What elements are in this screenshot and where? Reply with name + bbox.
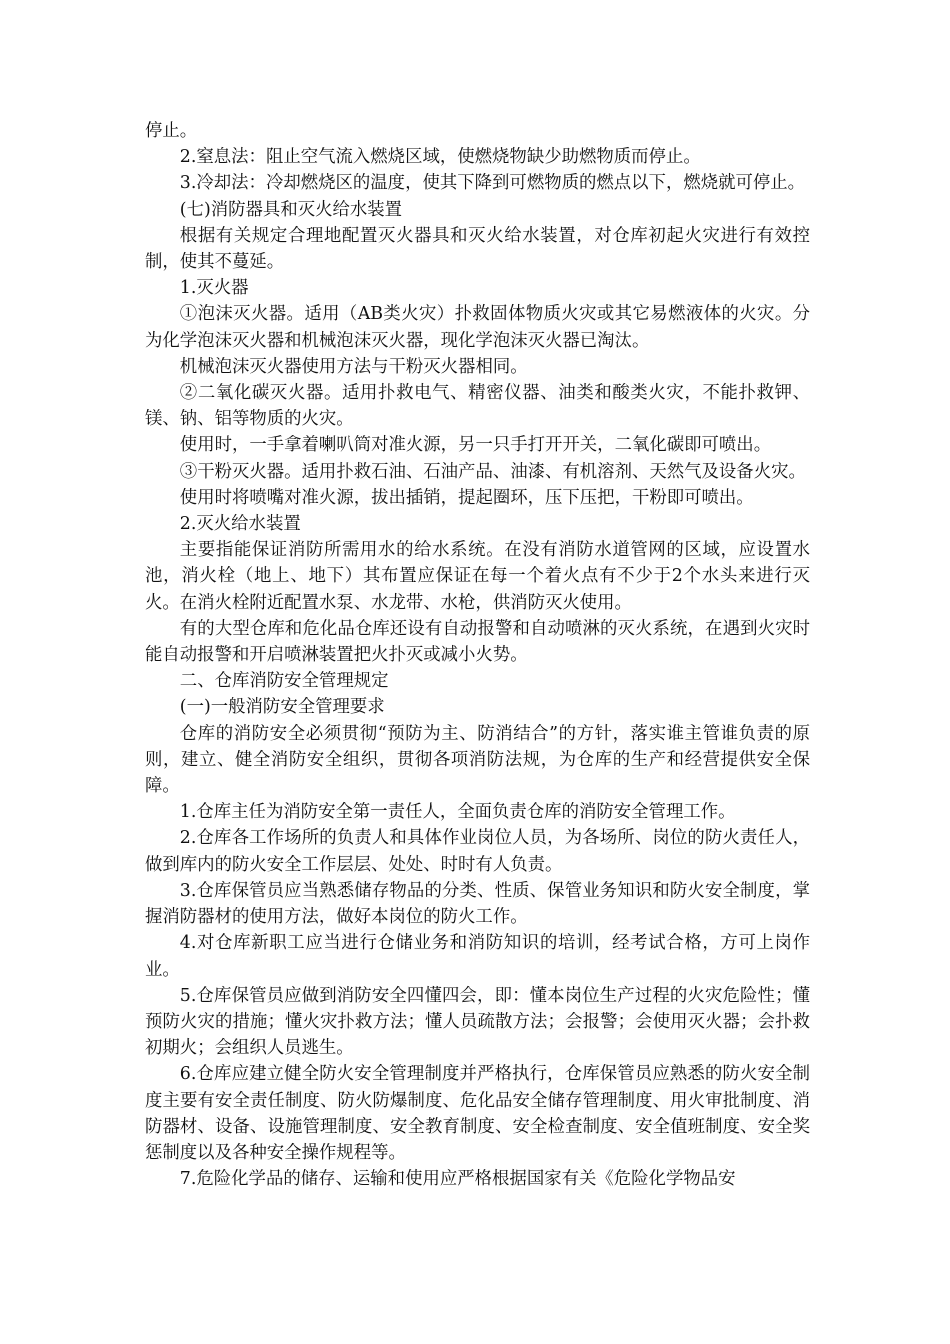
list-item: 1.仓库主任为消防安全第一责任人，全面负责仓库的消防安全管理工作。 <box>179 802 736 823</box>
document-page <box>145 118 810 1192</box>
paragraph: 根据有关规定合理地配置灭火器具和灭火给水装置，对仓库初起火灾进行有效控制，使其不蔓延。 <box>145 225 810 273</box>
paragraph: 2.窒息法：阻止空气流入燃烧区域，使燃烧物缺少助燃物质而停止。 <box>179 147 701 168</box>
paragraph: ②二氧化碳灭火器。适用扑救电气、精密仪器、油类和酸类火灾，不能扑救钾、镁、钠、铝等物质的火灾。 <box>145 383 810 430</box>
paragraph: 使用时将喷嘴对准火源，拔出插销，提起圈环，压下压把，干粉即可喷出。 <box>179 487 754 508</box>
list-item: 7.危险化学品的储存、运输和使用应严格根据国家有关《危险化学物品安 <box>179 1169 736 1190</box>
paragraph: 仓库的消防安全必须贯彻“预防为主、防消结合”的方针，落实谁主管谁负责的原则，建立、健全消防安全组织，贯彻各项消防法规，为仓库的生产和经营提供安全保障。 <box>145 723 810 797</box>
section-heading: (一)一般消防安全管理要求 <box>179 697 385 718</box>
list-item: 3.仓库保管员应当熟悉储存物品的分类、性质、保管业务知识和防火安全制度，掌握消防器材的使用方法，做好本岗位的防火工作。 <box>145 880 810 928</box>
chapter-heading: 二、仓库消防安全管理规定 <box>179 671 389 692</box>
list-item: 4.对仓库新职工应当进行仓储业务和消防知识的培训，经考试合格，方可上岗作业。 <box>145 933 810 980</box>
list-item: 6.仓库应建立健全防火安全管理制度并严格执行，仓库保管员应熟悉的防火安全制度主要有安全责任制度、防火防爆制度、危化品安全储存管理制度、用火审批制度、消防器材、设备、设施管理制度、安全教育制度、安全检查制度、安全值班制度、安全奖惩制度以及各种安全操作规程等。 <box>145 1064 810 1163</box>
paragraph: 使用时，一手拿着喇叭筒对准火源，另一只手打开开关，二氧化碳即可喷出。 <box>179 435 772 456</box>
paragraph: ③干粉灭火器。适用扑救石油、石油产品、油漆、有机溶剂、天然气及设备火灾。 <box>179 461 806 482</box>
subsection-heading: 2.灭火给水装置 <box>179 514 301 535</box>
paragraph: 有的大型仓库和危化品仓库还设有自动报警和自动喷淋的灭火系统，在遇到火灾时能自动报警和开启喷淋装置把火扑灭或减小火势。 <box>145 618 810 666</box>
section-heading: (七)消防器具和灭火给水装置 <box>179 199 403 220</box>
list-item: 5.仓库保管员应做到消防安全四懂四会，即：懂本岗位生产过程的火灾危险性；懂预防火灾的措施；懂火灾扑救方法；懂人员疏散方法；会报警；会使用灭火器；会扑救初期火；会组织人员逃生。 <box>145 985 810 1059</box>
paragraph: 3.冷却法：冷却燃烧区的温度，使其下降到可燃物质的燃点以下，燃烧就可停止。 <box>179 173 806 194</box>
paragraph: 主要指能保证消防所需用水的给水系统。在没有消防水道管网的区域，应设置水池，消火栓（地上、地下）其布置应保证在每一个着火点有不少于2个水头来进行灭火。在消火栓附近配置水泵、水龙带、水枪，供消防灭火使用。 <box>145 540 810 613</box>
subsection-heading: 1.灭火器 <box>179 278 249 299</box>
list-item: 2.仓库各工作场所的负责人和具体作业岗位人员，为各场所、岗位的防火责任人，做到库内的防火安全工作层层、处处、时时有人负责。 <box>145 828 810 875</box>
paragraph: 机械泡沫灭火器使用方法与干粉灭火器相同。 <box>179 356 528 377</box>
paragraph: 停止。 <box>145 121 198 141</box>
paragraph: ①泡沫灭火器。适用（AB类火灾）扑救固体物质火灾或其它易燃液体的火灾。分为化学泡沫灭火器和机械泡沫灭火器，现化学泡沫灭火器已淘汰。 <box>145 304 810 351</box>
